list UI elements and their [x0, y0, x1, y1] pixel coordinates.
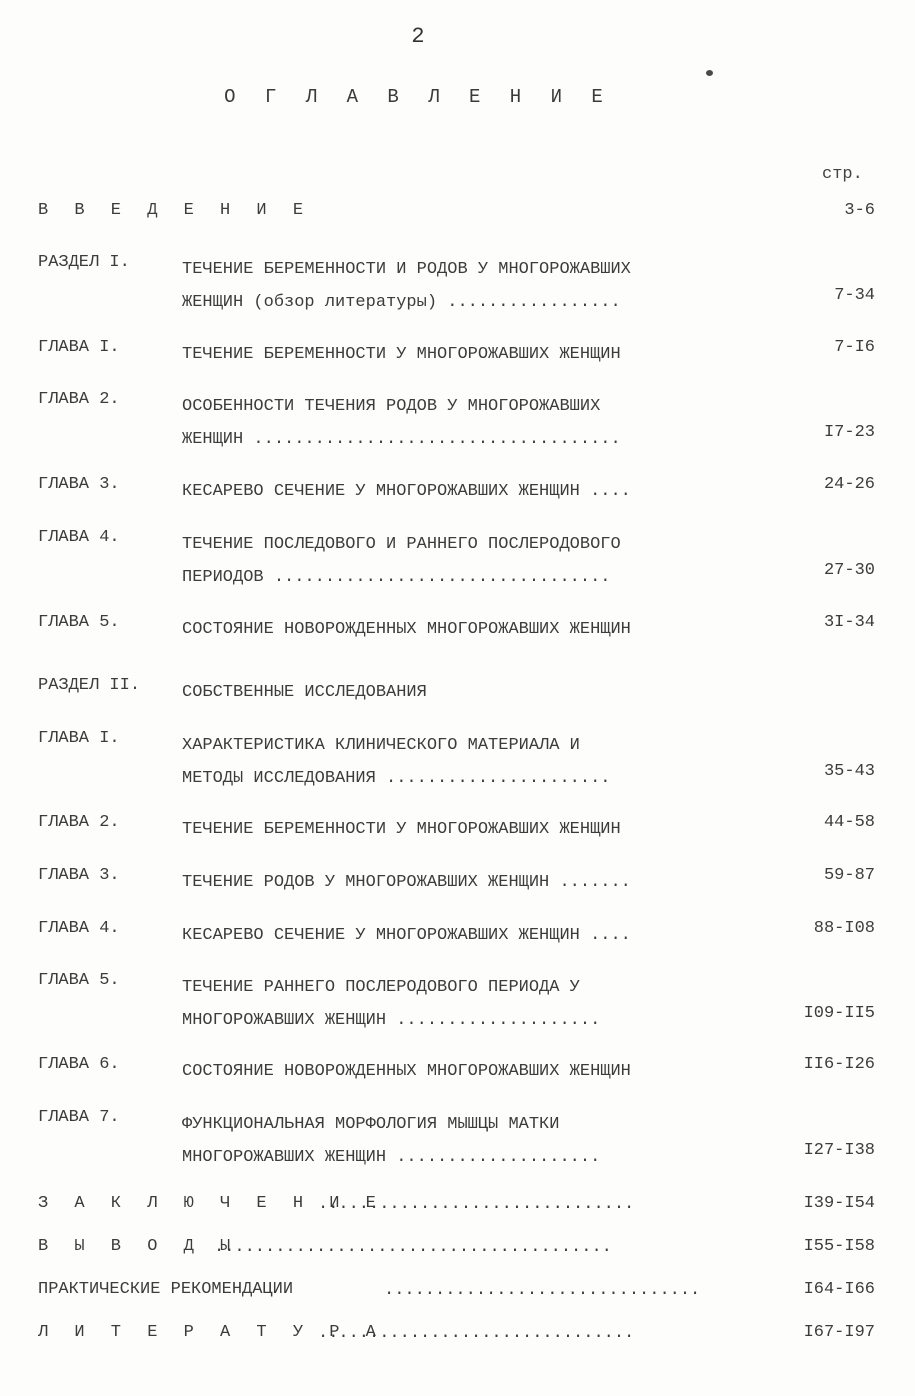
- toc-entry-chapter: [0, 475, 915, 535]
- toc-entry-line: ТЕЧЕНИЕ ПОСЛЕДОВОГО И РАННЕГО ПОСЛЕРОДОВОГО: [182, 535, 621, 554]
- toc-entry-line: ТЕЧЕНИЕ БЕРЕМЕННОСТИ У МНОГОРОЖАВШИХ ЖЕНЩИН: [182, 345, 621, 364]
- toc-entry-pages: I55-I58: [803, 1237, 875, 1256]
- toc-entry-text: [214, 1237, 752, 1259]
- toc-entry-line: СОСТОЯНИЕ НОВОРОЖДЕННЫХ МНОГОРОЖАВШИХ ЖЕНЩИН: [182, 620, 631, 639]
- toc-entry-line: ОСОБЕННОСТИ ТЕЧЕНИЯ РОДОВ У МНОГОРОЖАВШИХ: [182, 397, 601, 416]
- toc-entry-pages: 24-26: [823, 475, 875, 494]
- toc-entry-introduction: [0, 201, 915, 261]
- toc-entry-label: ГЛАВА 4.: [38, 919, 120, 938]
- toc-entry-line: ТЕЧЕНИЕ БЕРЕМЕННОСТИ У МНОГОРОЖАВШИХ ЖЕНЩИН: [182, 820, 621, 839]
- toc-entry-pages: I09-II5: [803, 1004, 875, 1023]
- toc-entry-pages: I27-I38: [803, 1141, 875, 1160]
- toc-entry-text: [318, 1194, 752, 1216]
- page-title: О Г Л А В Л Е Н И Е: [224, 86, 612, 108]
- toc-entry-line: ТЕЧЕНИЕ БЕРЕМЕННОСТИ И РОДОВ У МНОГОРОЖАВШИХ: [182, 260, 631, 279]
- toc-entry-line: ТЕЧЕНИЕ РАННЕГО ПОСЛЕРОДОВОГО ПЕРИОДА У: [182, 978, 580, 997]
- toc-entry-text: [182, 866, 752, 899]
- toc-entry-text: [182, 613, 752, 646]
- toc-entry-pages: I39-I54: [803, 1194, 875, 1213]
- toc-entry-dots: ...............................: [384, 1281, 701, 1300]
- toc-entry-literature: [0, 1323, 915, 1383]
- toc-entry-text: [318, 1323, 752, 1345]
- toc-entry-pages: 3-6: [844, 201, 875, 220]
- toc-entry-label: ГЛАВА 3.: [38, 866, 120, 885]
- toc-entry-chapter: [0, 1108, 915, 1168]
- toc-entry-line: МНОГОРОЖАВШИХ ЖЕНЩИН ....................: [182, 1148, 601, 1167]
- toc-entry-pages: 3I-34: [823, 613, 875, 632]
- toc-entry-pages: 59-87: [823, 866, 875, 885]
- toc-entry-label: ГЛАВА I.: [38, 338, 120, 357]
- toc-entry-pages: 7-I6: [834, 338, 875, 357]
- toc-entry-chapter: [0, 338, 915, 398]
- toc-entry-label: ГЛАВА 3.: [38, 475, 120, 494]
- toc-entry-pages: I67-I97: [803, 1323, 875, 1342]
- toc-entry-text: [182, 390, 752, 456]
- toc-entry-dots: ...............................: [318, 1324, 635, 1343]
- toc-entry-dots: ...............................: [318, 1195, 635, 1214]
- toc-entry-line: МНОГОРОЖАВШИХ ЖЕНЩИН ....................: [182, 1011, 601, 1030]
- toc-entry-pages: 44-58: [823, 813, 875, 832]
- toc-entry-line: СОБСТВЕННЫЕ ИССЛЕДОВАНИЯ: [182, 683, 427, 702]
- page-number: 2: [411, 24, 425, 49]
- toc-entry-line: ФУНКЦИОНАЛЬНАЯ МОРФОЛОГИЯ МЫШЦЫ МАТКИ: [182, 1115, 560, 1134]
- toc-entry-line: МЕТОДЫ ИССЛЕДОВАНИЯ ......................: [182, 769, 611, 788]
- toc-entry-line: КЕСАРЕВО СЕЧЕНИЕ У МНОГОРОЖАВШИХ ЖЕНЩИН ....: [182, 926, 631, 945]
- toc-entry-section-1: [0, 253, 915, 313]
- toc-entry-label: ГЛАВА 5.: [38, 971, 120, 990]
- toc-entry-pages: I64-I66: [803, 1280, 875, 1299]
- toc-entry-dots: .......................................: [214, 1238, 612, 1257]
- toc-entry-label: ГЛАВА 2.: [38, 813, 120, 832]
- toc-entry-text: [182, 1108, 752, 1174]
- toc-entry-pages: 88-I08: [813, 919, 875, 938]
- toc-entry-line: ЖЕНЩИН ....................................: [182, 430, 621, 449]
- toc-entry-line: ЖЕНЩИН (обзор литературы) .................: [182, 293, 621, 312]
- toc-entry-label: РАЗДЕЛ I.: [38, 253, 130, 272]
- toc-entry-label: В В Е Д Е Н И Е: [38, 201, 312, 220]
- toc-entry-line: ХАРАКТЕРИСТИКА КЛИНИЧЕСКОГО МАТЕРИАЛА И: [182, 736, 580, 755]
- toc-entry-chapter: [0, 919, 915, 979]
- toc-entry-label: Л И Т Е Р А Т У Р А: [38, 1323, 384, 1342]
- toc-entry-pages: II6-I26: [803, 1055, 875, 1074]
- toc-entry-section-2: [0, 676, 915, 736]
- toc-entry-chapter: [0, 528, 915, 588]
- toc-entry-pages: 27-30: [823, 561, 875, 580]
- toc-entry-pages: 35-43: [823, 762, 875, 781]
- toc-entry-chapter: [0, 729, 915, 789]
- toc-entry-label: ПРАКТИЧЕСКИЕ РЕКОМЕНДАЦИИ: [38, 1280, 294, 1299]
- toc-entry-pages: I7-23: [823, 423, 875, 442]
- toc-entry-text: [182, 253, 752, 319]
- toc-entry-label: ГЛАВА 6.: [38, 1055, 120, 1074]
- toc-entry-text: [384, 1280, 752, 1302]
- toc-entry-chapter: [0, 1055, 915, 1115]
- toc-entry-text: [182, 676, 752, 709]
- toc-entry-label: ГЛАВА 2.: [38, 390, 120, 409]
- toc-entry-text: [182, 475, 752, 508]
- toc-entry-line: ПЕРИОДОВ .................................: [182, 568, 611, 587]
- toc-entry-line: ТЕЧЕНИЕ РОДОВ У МНОГОРОЖАВШИХ ЖЕНЩИН .......: [182, 873, 631, 892]
- toc-entry-text: [182, 1055, 752, 1088]
- toc-entry-text: [182, 338, 752, 371]
- toc-entry-text: [182, 729, 752, 795]
- toc-entry-line: КЕСАРЕВО СЕЧЕНИЕ У МНОГОРОЖАВШИХ ЖЕНЩИН ....: [182, 482, 631, 501]
- toc-entry-label: В Ы В О Д Ы: [38, 1237, 239, 1256]
- toc-entry-chapter: [0, 971, 915, 1031]
- toc-entry-label: РАЗДЕЛ II.: [38, 676, 141, 695]
- ink-speck: [706, 70, 713, 76]
- pages-column-header: стр.: [822, 165, 863, 184]
- toc-entry-label: ГЛАВА 7.: [38, 1108, 120, 1127]
- toc-entry-chapter: [0, 866, 915, 926]
- toc-entry-label: ГЛАВА I.: [38, 729, 120, 748]
- toc-entry-text: [182, 528, 752, 594]
- toc-entry-label: ГЛАВА 5.: [38, 613, 120, 632]
- toc-entry-chapter: [0, 813, 915, 873]
- toc-entry-text: [182, 813, 752, 846]
- toc-entry-text: [182, 919, 752, 952]
- toc-entry-pages: 7-34: [834, 286, 875, 305]
- toc-entry-chapter: [0, 390, 915, 450]
- toc-entry-label: ГЛАВА 4.: [38, 528, 120, 547]
- toc-entry-text: [182, 971, 752, 1037]
- toc-entry-line: СОСТОЯНИЕ НОВОРОЖДЕННЫХ МНОГОРОЖАВШИХ ЖЕНЩИН: [182, 1062, 631, 1081]
- toc-entry-label: З А К Л Ю Ч Е Н И Е: [38, 1194, 384, 1213]
- toc-entry-chapter: [0, 613, 915, 673]
